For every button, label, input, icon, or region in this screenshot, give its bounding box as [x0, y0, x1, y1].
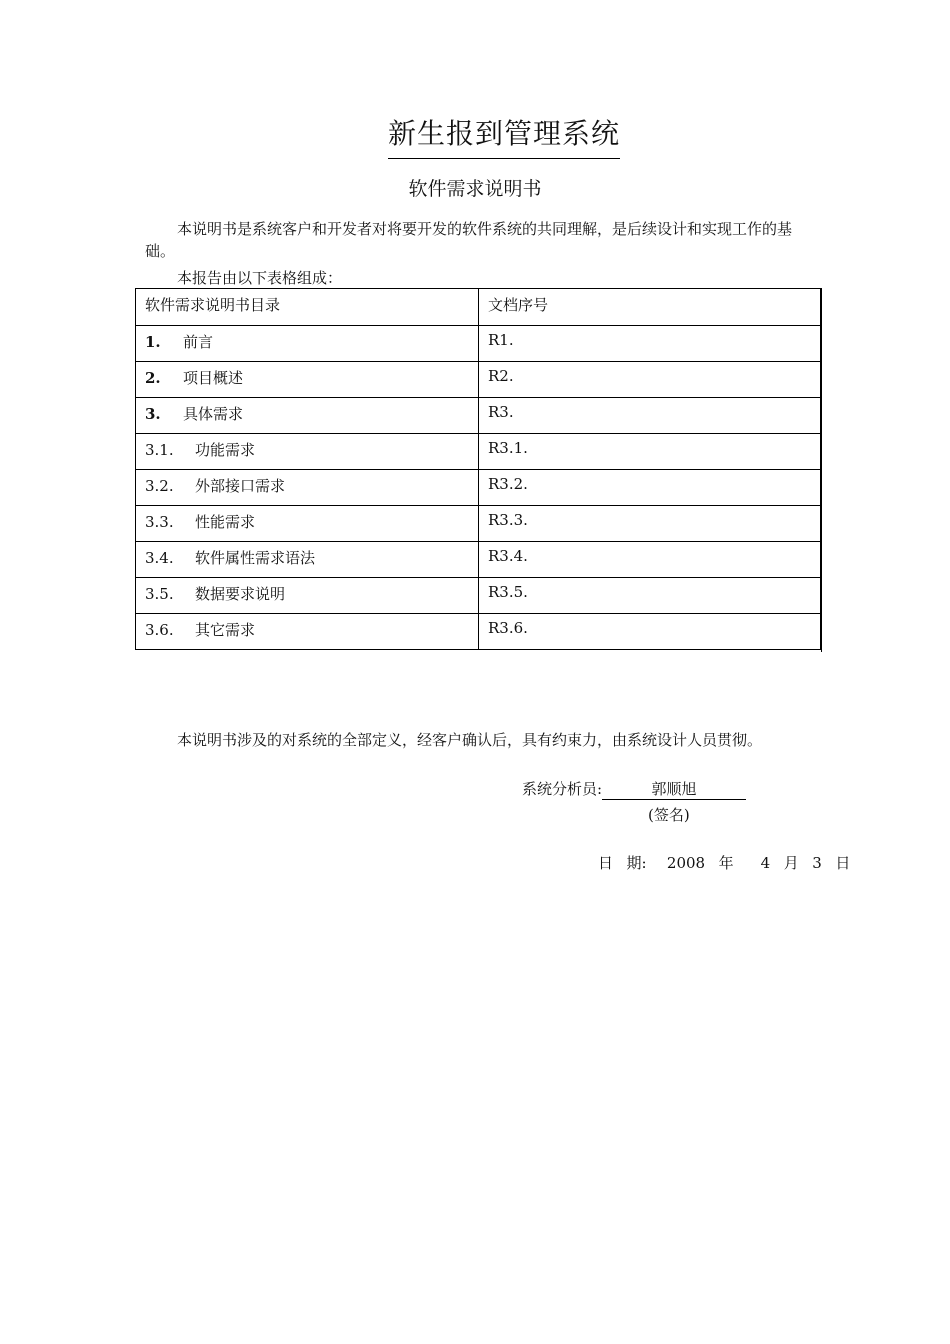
row-ref: R1. [488, 331, 514, 349]
row-label: 项目概述 [183, 369, 244, 387]
title-block [388, 112, 620, 159]
row-ref: R3.3. [488, 511, 528, 529]
table-header-row [136, 289, 821, 326]
table-row [136, 614, 821, 650]
table-row [136, 362, 821, 398]
closing-paragraph: 本说明书涉及的对系统的全部定义，经客户确认后，具有约束力，由系统设计人员贯彻。 [177, 731, 763, 749]
row-ref: R3. [488, 403, 514, 421]
table-row [136, 506, 821, 542]
signature-label: 系统分析员: [522, 780, 603, 798]
row-ref: R3.4. [488, 547, 528, 565]
document-subtitle: 软件需求说明书 [408, 178, 542, 200]
row-ref: R3.2. [488, 475, 528, 493]
table-row [136, 398, 821, 434]
row-ref: R3.5. [488, 583, 528, 601]
table-row [136, 470, 821, 506]
table-border [821, 288, 824, 652]
document-title: 新生报到管理系统 [388, 112, 620, 159]
row-label: 性能需求 [195, 513, 256, 531]
row-ref: R3.6. [488, 619, 528, 637]
row-label: 其它需求 [195, 621, 256, 639]
row-number: 3.2. [145, 477, 174, 495]
row-label: 前言 [183, 333, 214, 351]
row-number: 3.4. [145, 549, 174, 567]
signature-note: (签名) [648, 806, 690, 824]
row-number: 3.3. [145, 513, 174, 531]
row-number: 1. [145, 333, 161, 351]
intro-paragraph: 本说明书是系统客户和开发者对将要开发的软件系统的共同理解，是后续设计和实现工作的基础。 [145, 220, 793, 260]
row-label: 数据要求说明 [195, 585, 286, 603]
table-header-cell: 文档序号 [479, 289, 821, 326]
row-label: 外部接口需求 [195, 477, 286, 495]
row-number: 3. [145, 405, 161, 423]
row-label: 软件属性需求语法 [195, 549, 316, 567]
row-ref: R3.1. [488, 439, 528, 457]
table-header-cell: 软件需求说明书目录 [136, 289, 479, 326]
row-label: 具体需求 [183, 405, 244, 423]
row-number: 3.1. [145, 441, 174, 459]
table-row [136, 434, 821, 470]
row-ref: R2. [488, 367, 514, 385]
date-line: 日 期: 2008 年 4 月 3 日 [598, 854, 851, 872]
row-number: 2. [145, 369, 161, 387]
row-number: 3.6. [145, 621, 174, 639]
table-row [136, 542, 821, 578]
toc-table [135, 288, 821, 650]
table-row [136, 578, 821, 614]
table-row [136, 326, 821, 362]
row-label: 功能需求 [195, 441, 256, 459]
table-intro: 本报告由以下表格组成： [177, 269, 343, 287]
signature-name: 郭顺旭 [602, 778, 746, 800]
row-number: 3.5. [145, 585, 174, 603]
signature-line [522, 778, 746, 800]
